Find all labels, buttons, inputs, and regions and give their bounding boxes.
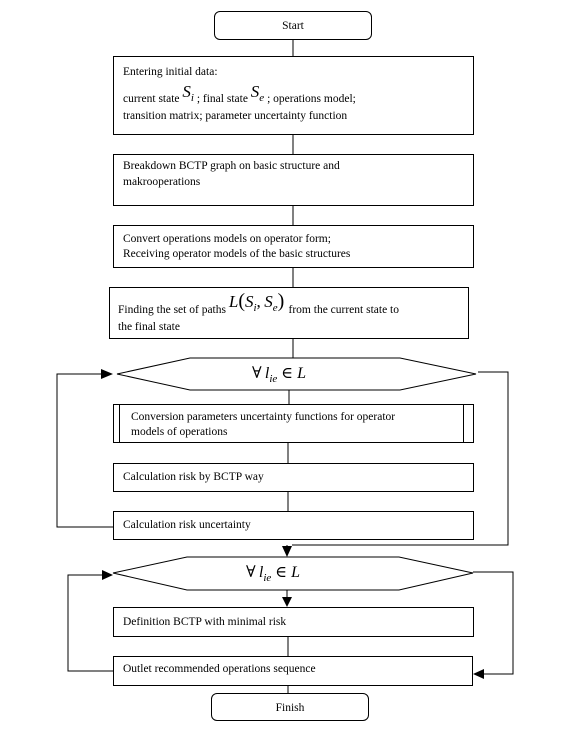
convert-line-2: Receiving operator models of the basic structures [123, 248, 351, 260]
breakdown-line-2: makrooperations [123, 176, 201, 188]
calc-uncertainty-label: Calculation risk uncertainty [123, 519, 251, 531]
loop2-return-arrowhead [102, 570, 113, 580]
start-label: Start [282, 20, 304, 32]
outlet-label: Outlet recommended operations sequence [123, 663, 316, 675]
conversion-line-1: Conversion parameters uncertainty functions for operator [131, 411, 396, 423]
calc-risk-label: Calculation risk by BCTP way [123, 471, 264, 483]
conversion-right-rule [463, 405, 464, 442]
definition-label: Definition BCTP with minimal risk [123, 616, 287, 628]
breakdown-line-1: Breakdown BCTP graph on basic structure and [123, 160, 340, 172]
definition-box [113, 607, 474, 637]
finding-prefix: Finding the set of paths [118, 304, 226, 316]
entering-line-1: Entering initial data: [123, 66, 218, 78]
convert-line-1: Convert operations models on operator form; [123, 233, 331, 245]
loop2-exit-arrowhead [473, 669, 484, 679]
entering-line-3: transition matrix; parameter uncertainty function [123, 110, 348, 122]
loop2-condition: ∀ $l_{ie}$ ∈ L [246, 564, 301, 584]
finding-paths-box [109, 287, 469, 339]
loop1-return-line [57, 374, 113, 527]
calc-risk-box [113, 463, 474, 492]
final-state-label: ; final state [196, 93, 248, 105]
finding-line-2: the final state [118, 321, 180, 333]
loop2-exit-line [473, 572, 513, 674]
loop1-return-arrowhead [101, 369, 113, 379]
calc-uncertainty-box [113, 511, 474, 540]
finding-suffix: from the current state to [288, 304, 400, 316]
loop2-return-line [68, 575, 113, 671]
finish-terminal [211, 693, 369, 721]
breakdown-box [113, 154, 474, 206]
outlet-box [113, 656, 473, 686]
operations-model-label: ; operations model; [267, 93, 356, 105]
definition-arrowhead [282, 597, 292, 607]
finding-line-1 [118, 290, 400, 321]
conversion-box [113, 404, 474, 443]
finish-label: Finish [275, 702, 305, 714]
conversion-line-2: models of operations [131, 426, 228, 438]
current-state-symbol: $S_i$ [182, 82, 194, 104]
conversion-left-rule [119, 405, 120, 442]
final-state-symbol: $S_e$ [250, 82, 265, 104]
start-terminal [214, 11, 372, 40]
paths-set-symbol: $L(S_i$, $S_e$) [228, 290, 285, 314]
entering-data-box [113, 56, 474, 135]
convert-box [113, 225, 474, 268]
loop1-condition: ∀ $l_{ie}$ ∈ L [252, 365, 307, 385]
loop1-exit-arrowhead [282, 546, 292, 557]
current-state-label: current state [123, 93, 180, 105]
entering-line-2 [123, 84, 356, 107]
